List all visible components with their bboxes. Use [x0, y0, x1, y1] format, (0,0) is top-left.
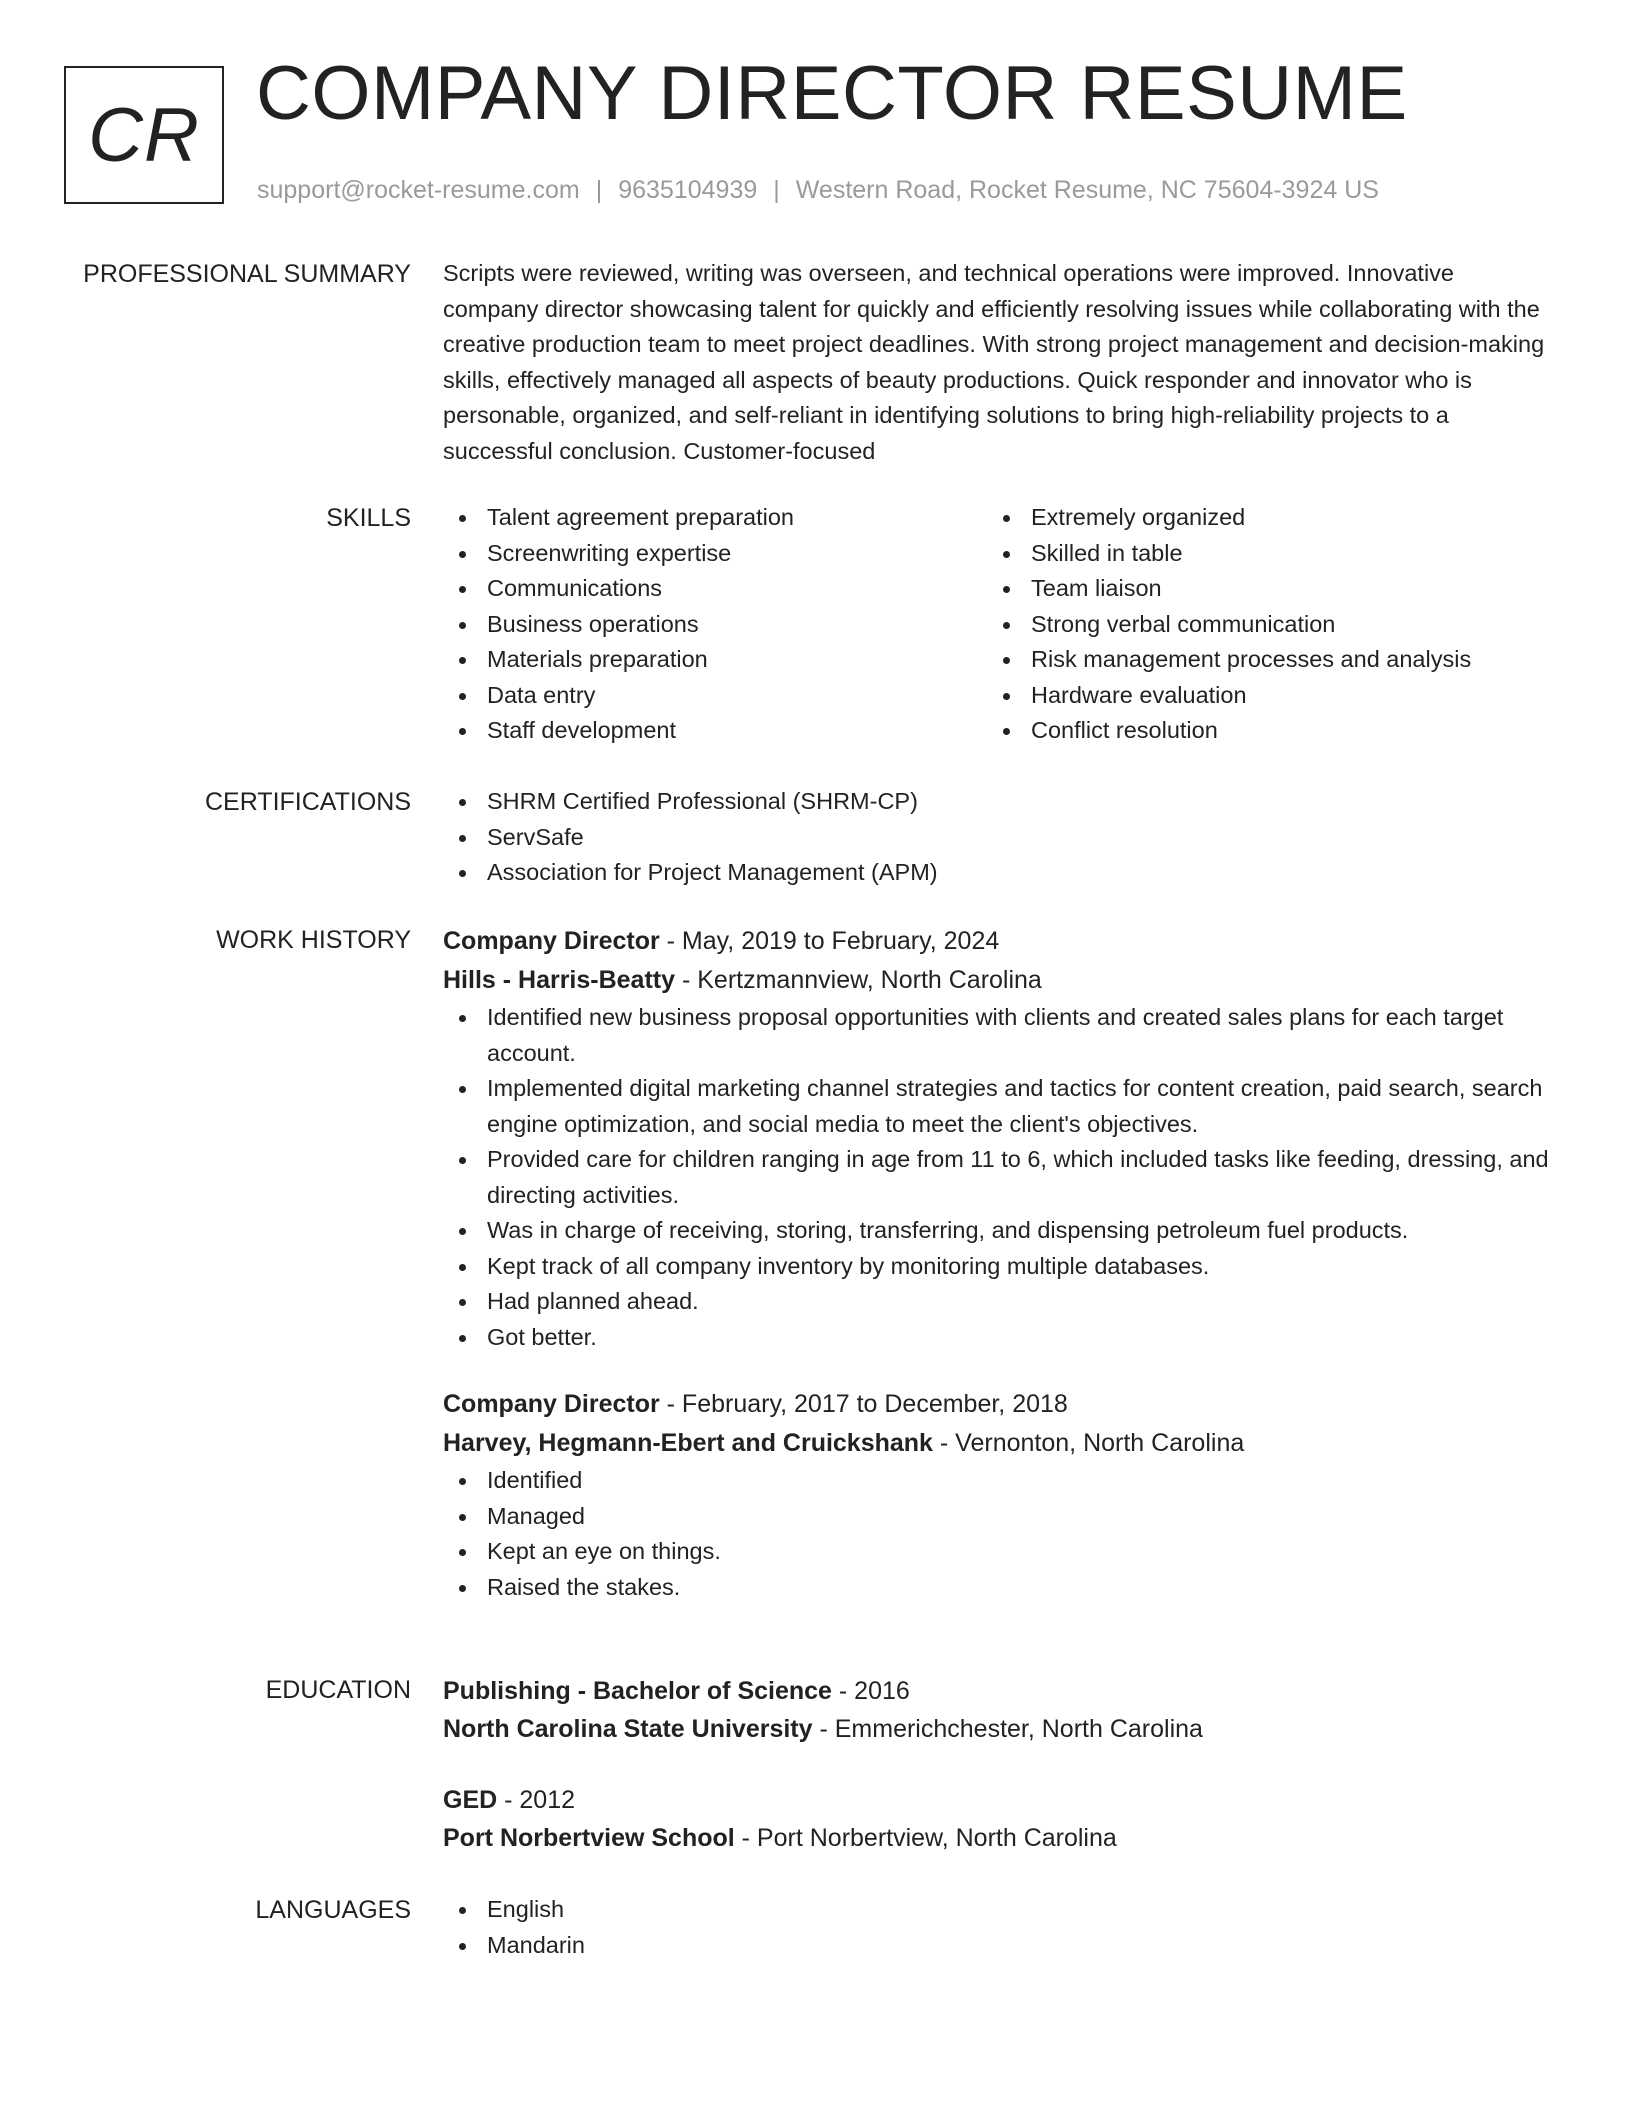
education-year: - 2016	[831, 1677, 910, 1705]
job-bullets	[443, 1000, 1553, 1355]
section-label-certifications: CERTIFICATIONS	[204, 788, 411, 816]
contact-separator: |	[773, 176, 780, 204]
section-label-languages: LANGUAGES	[255, 1896, 411, 1924]
job-location: - Kertzmannview, North Carolina	[675, 966, 1042, 994]
job-company-line	[443, 1424, 1553, 1463]
contact-address: Western Road, Rocket Resume, NC 75604-3924 US	[795, 176, 1379, 204]
education-degree-line	[443, 1781, 1553, 1819]
job-title-line	[443, 922, 1553, 961]
section-label-skills: SKILLS	[326, 504, 411, 532]
job-bullet: Kept an eye on things.	[443, 1534, 1553, 1570]
skill-item: Extremely organized	[987, 500, 1531, 536]
summary-body	[443, 256, 1553, 469]
job-dates: - May, 2019 to February, 2024	[659, 927, 1000, 955]
skill-item: Screenwriting expertise	[443, 536, 987, 572]
skills-body	[443, 500, 1553, 749]
skill-item: Communications	[443, 571, 987, 607]
job-bullets	[443, 1463, 1553, 1605]
contact-line	[257, 176, 1379, 205]
education-entry	[443, 1672, 1553, 1748]
certification-item: SHRM Certified Professional (SHRM-CP)	[443, 784, 1553, 820]
section-label-education: EDUCATION	[265, 1676, 411, 1704]
education-degree: Publishing - Bachelor of Science	[443, 1677, 832, 1705]
education-school: North Carolina State University	[443, 1715, 813, 1743]
skill-item: Risk management processes and analysis	[987, 642, 1531, 678]
certification-item: ServSafe	[443, 820, 1553, 856]
skill-item: Team liaison	[987, 571, 1531, 607]
education-school-line	[443, 1710, 1553, 1748]
skills-left-list	[443, 500, 987, 749]
education-entry	[443, 1781, 1553, 1857]
job-title: Company Director	[443, 927, 660, 955]
work-history-body	[443, 922, 1553, 1605]
skill-item: Staff development	[443, 713, 987, 749]
job-bullet: Got better.	[443, 1320, 1553, 1356]
job-company: Hills - Harris-Beatty	[443, 966, 676, 994]
contact-email[interactable]: support@rocket-resume.com	[257, 176, 580, 204]
resume-title: COMPANY DIRECTOR RESUME	[256, 51, 1408, 136]
job-bullet: Identified	[443, 1463, 1553, 1499]
languages-body	[443, 1892, 1553, 1963]
education-year: - 2012	[497, 1786, 576, 1814]
skill-item: Strong verbal communication	[987, 607, 1531, 643]
job-bullet: Was in charge of receiving, storing, transferring, and dispensing petroleum fuel products.	[443, 1213, 1553, 1249]
job-company: Harvey, Hegmann-Ebert and Cruickshank	[443, 1429, 933, 1457]
education-degree-line	[443, 1672, 1553, 1710]
job-location: - Vernonton, North Carolina	[932, 1429, 1245, 1457]
contact-separator: |	[595, 176, 603, 204]
job-title: Company Director	[443, 1390, 660, 1418]
section-label-summary: PROFESSIONAL SUMMARY	[83, 260, 411, 288]
certifications-body	[443, 784, 1553, 891]
language-item: Mandarin	[443, 1928, 1553, 1964]
skill-item: Hardware evaluation	[987, 678, 1531, 714]
job-bullet: Provided care for children ranging in age from 11 to 6, which included tasks like feeding, dressing, and directing activities.	[443, 1142, 1553, 1213]
job-bullet: Managed	[443, 1499, 1553, 1535]
languages-list	[443, 1892, 1553, 1963]
job-company-line	[443, 961, 1553, 1000]
skill-item: Data entry	[443, 678, 987, 714]
summary-text: Scripts were reviewed, writing was overseen, and technical operations were improved. Innovative company director showcasing talent for quickly and efficiently resolving issues while collaborating with the creative production team to meet project deadlines. With strong project management and decision-making skills, effectively managed all aspects of beauty productions. Quick responder and innovator who is personable, organized, and self-reliant in identifying solutions to bring high-reliability projects to a successful conclusion. Customer-focused	[443, 260, 1545, 464]
skill-item: Conflict resolution	[987, 713, 1531, 749]
education-degree: GED	[443, 1786, 498, 1814]
monogram-logo: CR	[64, 66, 224, 204]
job-entry	[443, 1385, 1553, 1605]
skill-item: Materials preparation	[443, 642, 987, 678]
job-title-line	[443, 1385, 1553, 1424]
skill-item: Business operations	[443, 607, 987, 643]
education-location: - Emmerichchester, North Carolina	[812, 1715, 1203, 1743]
contact-phone[interactable]: 9635104939	[618, 176, 758, 204]
skills-right-list	[987, 500, 1531, 749]
education-school-line	[443, 1819, 1553, 1857]
job-bullet: Kept track of all company inventory by monitoring multiple databases.	[443, 1249, 1553, 1285]
certification-item: Association for Project Management (APM)	[443, 855, 1553, 891]
language-item: English	[443, 1892, 1553, 1928]
job-bullet: Had planned ahead.	[443, 1284, 1553, 1320]
education-location: - Port Norbertview, North Carolina	[734, 1824, 1117, 1852]
job-bullet: Raised the stakes.	[443, 1570, 1553, 1606]
job-bullet: Implemented digital marketing channel strategies and tactics for content creation, paid search, search engine optimization, and social media to meet the client's objectives.	[443, 1071, 1553, 1142]
skill-item: Skilled in table	[987, 536, 1531, 572]
job-bullet: Identified new business proposal opportunities with clients and created sales plans for each target account.	[443, 1000, 1553, 1071]
education-school: Port Norbertview School	[443, 1824, 735, 1852]
job-entry	[443, 922, 1553, 1355]
skill-item: Talent agreement preparation	[443, 500, 987, 536]
certifications-list	[443, 784, 1553, 891]
education-body	[443, 1672, 1553, 1857]
job-dates: - February, 2017 to December, 2018	[659, 1390, 1068, 1418]
section-label-work-history: WORK HISTORY	[216, 926, 411, 954]
